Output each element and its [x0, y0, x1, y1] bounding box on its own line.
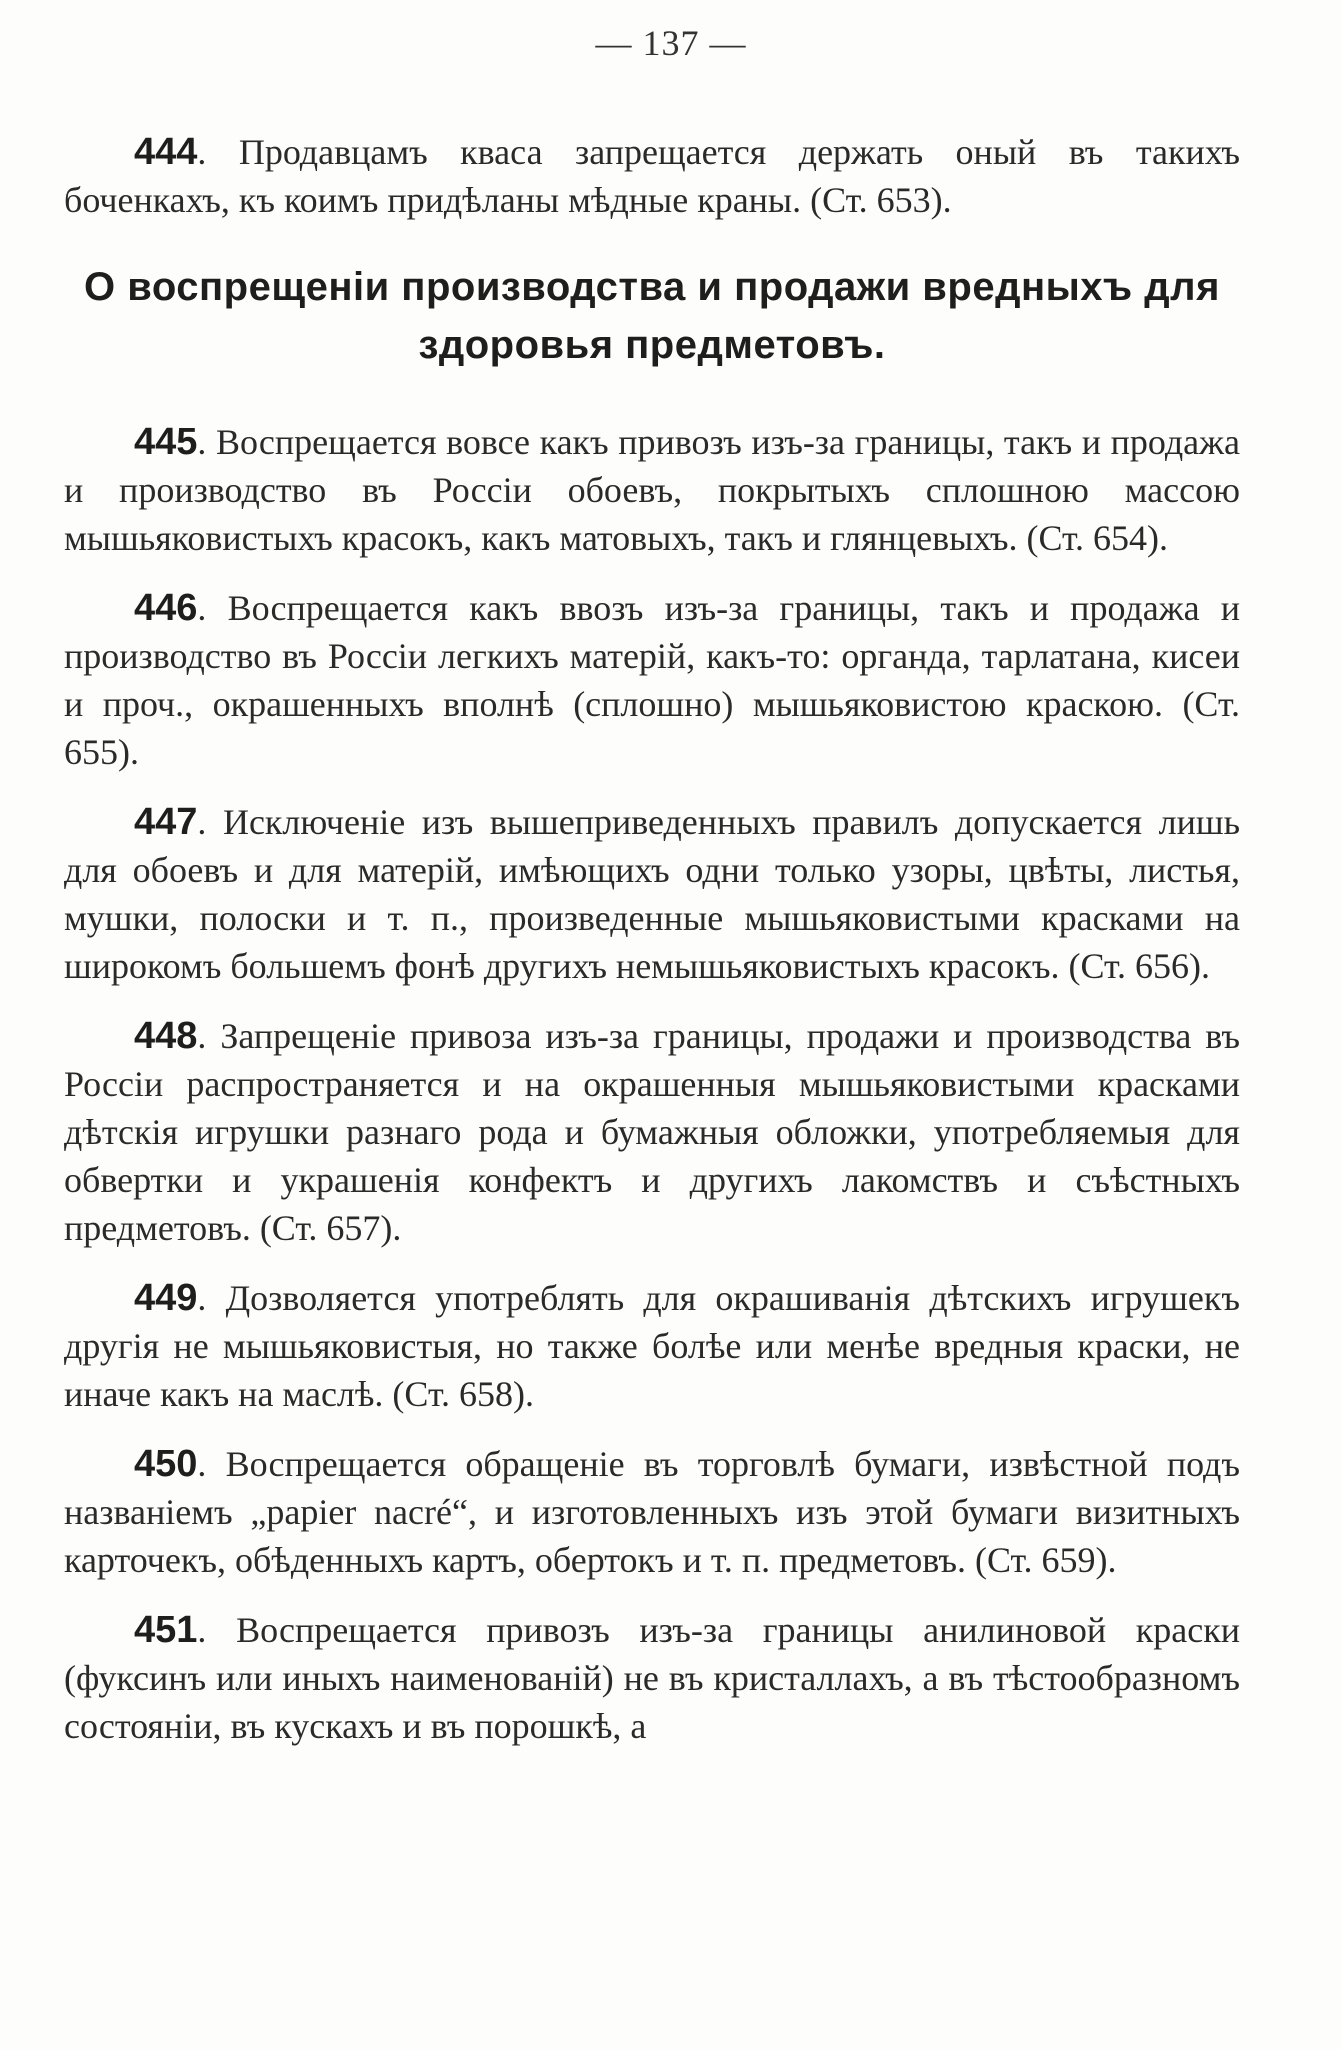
article-451 [64, 1606, 1240, 1750]
article-text: . Дозволяется употреблять для окрашиванія дѣтскихъ игрушекъ другія не мышьяковистыя, но также болѣе или менѣе вредныя краски, не иначе какъ на маслѣ. (Ст. 658). [64, 1278, 1240, 1414]
article-number: 446 [134, 587, 198, 629]
article-number: 451 [134, 1609, 198, 1651]
article-text: . Продавцамъ кваса запрещается держать оный въ такихъ боченкахъ, къ коимъ придѣланы мѣдные краны. (Ст. 653). [64, 132, 1240, 220]
article-447 [64, 798, 1240, 990]
section-heading [64, 258, 1240, 374]
article-number: 445 [134, 421, 198, 463]
article-text: . Воспрещается вовсе какъ привозъ изъ-за границы, такъ и продажа и производство въ Россіи обоевъ, покрытыхъ сплошною массою мышьяковистыхъ красокъ, какъ матовыхъ, такъ и глянцевыхъ. (Ст. 654). [64, 422, 1240, 558]
article-444 [64, 128, 1240, 224]
article-445 [64, 418, 1240, 562]
article-text: . Исключеніе изъ вышеприведенныхъ правилъ допускается лишь для обоевъ и для матерій, имѣющихъ одни только узоры, цвѣты, листья, мушки, полоски и т. п., произведенные мышьяковистыми красками на широкомъ большемъ фонѣ другихъ немышьяковистыхъ красокъ. (Ст. 656). [64, 802, 1240, 986]
page-number: — 137 — [595, 23, 747, 63]
article-text: . Воспрещается какъ ввозъ изъ-за границы, такъ и продажа и производство въ Россіи легкихъ матерій, какъ-то: органда, тарлатана, кисеи и проч., окрашенныхъ вполнѣ (сплошно) мышьяковистою краскою. (Ст. 655). [64, 588, 1240, 772]
article-text: . Воспрещается обращеніе въ торговлѣ бумаги, извѣстной подъ названіемъ „papier nacré“, и изготовленныхъ изъ этой бумаги визитныхъ карточекъ, обѣденныхъ картъ, обертокъ и т. п. предметовъ. (Ст. 659). [64, 1444, 1240, 1580]
article-450 [64, 1440, 1240, 1584]
article-text: . Воспрещается привозъ изъ-за границы анилиновой краски (фуксинъ или иныхъ наименованій) не въ кристаллахъ, а въ тѣстообразномъ состояніи, въ кускахъ и въ порошкѣ, а [64, 1610, 1240, 1746]
section-heading-line-1: О воспрещеніи производства и продажи вредныхъ для [84, 265, 1220, 309]
article-449 [64, 1274, 1240, 1418]
article-number: 447 [134, 801, 198, 843]
section-heading-line-2: здоровья предметовъ. [418, 323, 886, 367]
article-number: 444 [134, 131, 198, 173]
page-content [64, 128, 1240, 1750]
article-number: 450 [134, 1443, 198, 1485]
article-number: 448 [134, 1015, 198, 1057]
article-448 [64, 1012, 1240, 1252]
article-446 [64, 584, 1240, 776]
article-text: . Запрещеніе привоза изъ-за границы, продажи и производства въ Россіи распространяется и на окрашенныя мышьяковистыми красками дѣтскія игрушки разнаго рода и бумажныя обложки, употребляемыя для обвертки и украшенія конфектъ и другихъ лакомствъ и съѣстныхъ предметовъ. (Ст. 657). [64, 1016, 1240, 1248]
article-number: 449 [134, 1277, 198, 1319]
